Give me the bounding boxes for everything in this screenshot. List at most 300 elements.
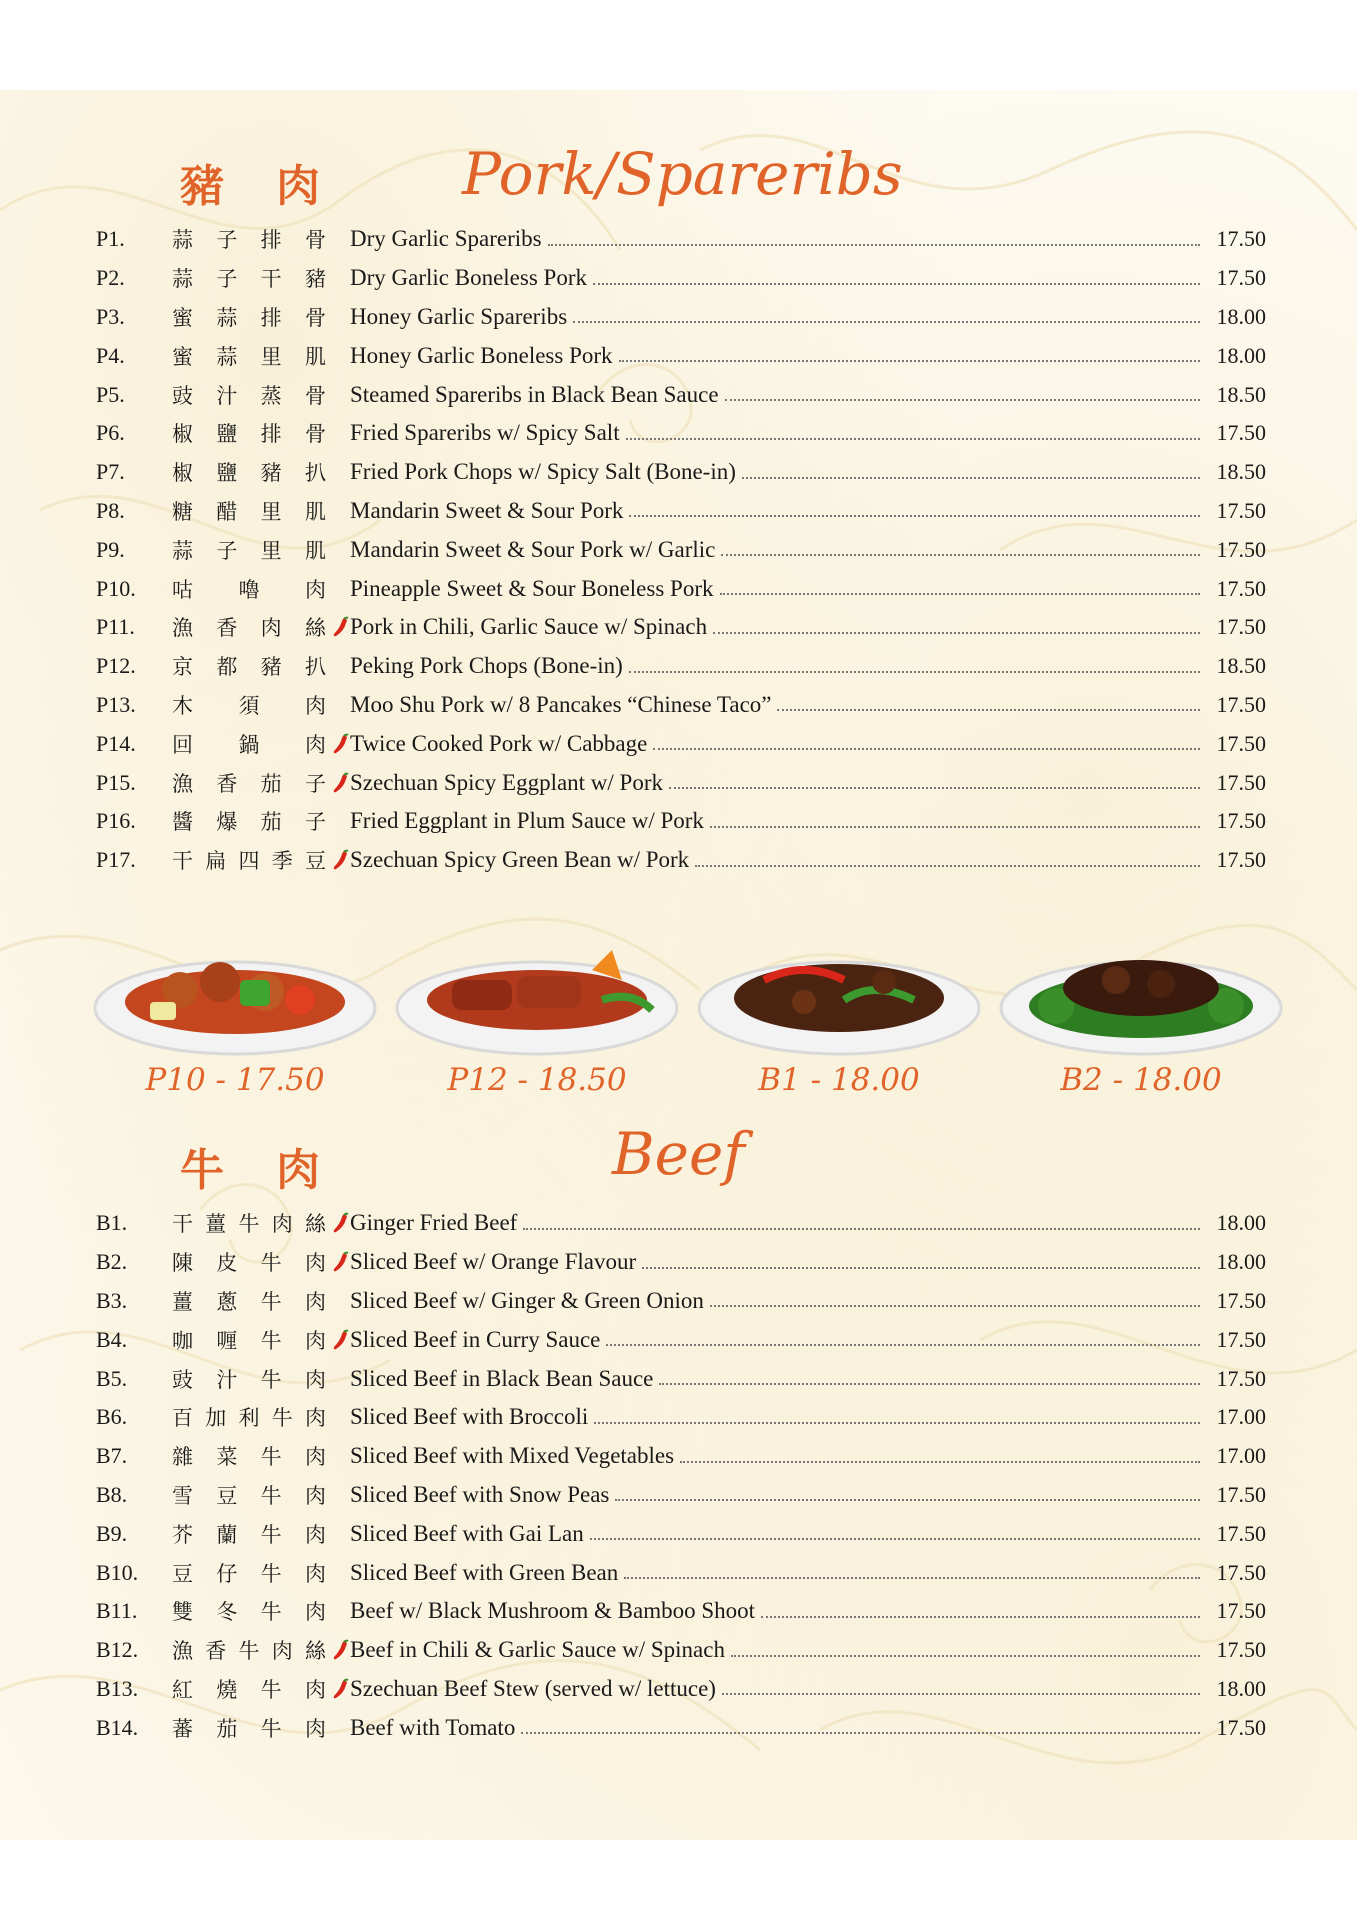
dot-leader [629,670,1200,673]
zh-char: 骨 [304,228,326,253]
item-code: B4. [96,1326,128,1352]
item-name: Sliced Beef w/ Ginger & Green Onion [350,1287,704,1313]
zh-char: 干 [172,849,193,874]
zh-char: 咖 [172,1328,193,1353]
item-name: Dry Garlic Boneless Pork [350,265,587,291]
item-price: 17.50 [1216,769,1266,795]
item-name: Sliced Beef w/ Orange Flavour [350,1249,637,1275]
zh-char: 薑 [205,1212,227,1237]
item-price: 17.50 [1216,808,1266,834]
pepper-placeholder [332,1483,350,1507]
pepper-placeholder [332,1716,350,1740]
item-price: 17.50 [1216,1714,1266,1740]
zh-char: 干 [172,1212,193,1237]
item-code: P3. [96,303,125,329]
item-code: B10. [96,1559,139,1585]
item-name: Sliced Beef with Green Bean [350,1559,619,1585]
photo-caption-p10: P10 - 17.50 [145,1062,325,1098]
zh-char: 肉 [304,1522,326,1547]
zh-char: 椒 [172,422,193,447]
item-chinese-name [172,1596,332,1626]
zh-char: 漁 [172,616,193,641]
item-chinese-name [172,574,332,604]
chili-pepper-icon [332,732,350,756]
item-price: 17.50 [1216,1598,1266,1624]
zh-char: 百 [172,1406,193,1431]
pork-title-en: Pork/Spareribs [462,140,903,208]
zh-char: 豉 [172,1367,193,1392]
item-chinese-name [172,729,332,759]
item-price: 17.50 [1216,691,1266,717]
item-chinese-name [172,612,332,642]
dot-leader [593,282,1200,285]
item-price: 18.50 [1216,381,1266,407]
dot-leader [721,553,1200,556]
item-name: Beef in Chili & Garlic Sauce w/ Spinach [350,1637,725,1663]
item-code: P2. [96,265,125,291]
pepper-placeholder [332,499,350,523]
item-name: Pineapple Sweet & Sour Boneless Pork [350,575,714,601]
item-code: P12. [96,653,136,679]
dot-leader [521,1731,1200,1734]
item-name: Sliced Beef with Gai Lan [350,1520,584,1546]
item-code: P5. [96,381,125,407]
zh-char: 豬 [260,461,282,486]
item-name: Twice Cooked Pork w/ Cabbage [350,730,648,756]
zh-char: 牛 [260,1483,282,1508]
chili-pepper-icon [332,1328,350,1352]
zh-char: 陳 [172,1251,193,1276]
menu-item [96,375,1266,414]
zh-char: 汁 [216,383,238,408]
zh-char: 醬 [172,810,193,835]
item-name: Sliced Beef in Curry Sauce [350,1326,601,1352]
dot-leader [680,1460,1200,1463]
item-name: Mandarin Sweet & Sour Pork w/ Garlic [350,536,716,562]
item-price: 17.00 [1216,1404,1266,1430]
menu-item [96,492,1266,531]
zh-char: 里 [260,499,282,524]
item-name: Peking Pork Chops (Bone-in) [350,653,623,679]
zh-char: 豬 [304,267,326,292]
item-chinese-name [172,768,332,798]
item-price: 17.50 [1216,847,1266,873]
item-code: B2. [96,1249,128,1275]
dot-leader [722,1692,1200,1695]
zh-char: 骨 [304,383,326,408]
menu-item [96,1204,1266,1243]
pepper-placeholder [332,1289,350,1313]
zh-char: 肉 [271,1212,293,1237]
zh-char: 肉 [305,1406,326,1431]
menu-item [96,724,1266,763]
item-name: Sliced Beef with Broccoli [350,1404,589,1430]
zh-char: 蒜 [216,305,238,330]
zh-char: 絲 [305,1639,326,1664]
item-code: P10. [96,575,136,601]
beef-section-header [0,1120,1357,1200]
item-price: 17.50 [1216,536,1266,562]
item-chinese-name [172,1713,332,1743]
zh-char: 子 [216,267,238,292]
zh-char: 蘭 [216,1522,238,1547]
dot-leader [642,1266,1200,1269]
pepper-placeholder [332,1522,350,1546]
item-price: 17.50 [1216,1365,1266,1391]
menu-item [96,841,1266,880]
item-price: 17.50 [1216,1559,1266,1585]
item-chinese-name [172,1441,332,1471]
zh-char: 肌 [304,344,326,369]
zh-char: 漁 [172,771,193,796]
photo-ginger-fried-beef [694,910,984,1060]
zh-char: 干 [260,267,282,292]
zh-char: 豆 [305,849,326,874]
menu-item [96,259,1266,298]
zh-char: 肉 [305,577,326,602]
dot-leader [761,1615,1200,1618]
menu-item [96,1670,1266,1709]
menu-item [96,608,1266,647]
item-chinese-name [172,690,332,720]
item-chinese-name [172,1325,332,1355]
zh-char: 回 [172,732,193,757]
zh-char: 香 [205,1639,227,1664]
item-chinese-name [172,496,332,526]
item-name: Fried Pork Chops w/ Spicy Salt (Bone-in) [350,459,736,485]
photo-caption-b2: B2 - 18.00 [1060,1062,1222,1098]
dot-leader [710,825,1200,828]
zh-char: 豬 [260,655,282,680]
zh-char: 里 [260,538,282,563]
chili-pepper-icon [332,1677,350,1701]
zh-char: 子 [216,228,238,253]
zh-char: 加 [205,1406,227,1431]
zh-char: 豉 [172,383,193,408]
pepper-placeholder [332,538,350,562]
item-price: 18.00 [1216,1249,1266,1275]
item-chinese-name [172,341,332,371]
menu-item [96,414,1266,453]
item-name: Beef with Tomato [350,1714,516,1740]
item-name: Mandarin Sweet & Sour Pork [350,497,624,523]
menu-item [96,1359,1266,1398]
zh-char: 蒸 [260,383,282,408]
item-chinese-name [172,302,332,332]
item-price: 17.50 [1216,1287,1266,1313]
zh-char: 汁 [216,1367,238,1392]
zh-char: 骨 [304,305,326,330]
dot-leader [713,631,1200,634]
item-code: P16. [96,808,136,834]
zh-char: 嚕 [238,577,260,602]
pepper-placeholder [332,383,350,407]
item-price: 17.50 [1216,614,1266,640]
zh-char: 排 [260,422,282,447]
item-chinese-name [172,1519,332,1549]
menu-item [96,220,1266,259]
item-chinese-name [172,845,332,875]
item-code: B12. [96,1637,139,1663]
zh-char: 絲 [305,1212,326,1237]
item-code: P4. [96,342,125,368]
zh-char: 扒 [304,461,326,486]
beef-menu-list [96,1204,1266,1747]
chili-pepper-icon [332,771,350,795]
zh-char: 肉 [304,1600,326,1625]
menu-item [96,686,1266,725]
zh-char: 牛 [260,1328,282,1353]
dot-leader [710,1304,1200,1307]
menu-item [96,336,1266,375]
dot-leader [615,1498,1200,1501]
zh-char: 肉 [305,693,326,718]
zh-char: 蒜 [216,344,238,369]
item-name: Pork in Chili, Garlic Sauce w/ Spinach [350,614,708,640]
item-code: P1. [96,226,125,252]
item-price: 18.00 [1216,342,1266,368]
zh-char: 茄 [216,1716,238,1741]
zh-char: 豆 [172,1561,193,1586]
item-code: P14. [96,730,136,756]
pepper-placeholder [332,344,350,368]
pepper-placeholder [332,1405,350,1429]
zh-char: 扁 [205,849,227,874]
zh-char: 燒 [216,1677,238,1702]
zh-char: 子 [216,538,238,563]
chili-pepper-icon [332,1638,350,1662]
menu-item [96,530,1266,569]
item-code: P6. [96,420,125,446]
zh-char: 雙 [172,1600,193,1625]
item-chinese-name [172,1402,332,1432]
zh-char: 骨 [304,422,326,447]
dot-leader [594,1421,1200,1424]
item-chinese-name [172,1208,332,1238]
item-code: B7. [96,1443,128,1469]
zh-char: 蔥 [216,1289,238,1314]
zh-char: 蒜 [172,228,193,253]
zh-char: 漁 [172,1639,193,1664]
zh-char: 芥 [172,1522,193,1547]
pepper-placeholder [332,460,350,484]
zh-char: 肉 [304,1251,326,1276]
item-price: 17.50 [1216,497,1266,523]
pepper-placeholder [332,305,350,329]
zh-char: 肉 [304,1483,326,1508]
zh-char: 肌 [304,499,326,524]
item-price: 17.50 [1216,265,1266,291]
zh-char: 季 [271,849,293,874]
item-chinese-name [172,418,332,448]
zh-char: 肉 [260,616,282,641]
menu-item [96,1514,1266,1553]
zh-char: 雜 [172,1445,193,1470]
chili-pepper-icon [332,848,350,872]
zh-char: 牛 [260,1251,282,1276]
dot-leader [669,786,1200,789]
item-name: Sliced Beef with Mixed Vegetables [350,1443,675,1469]
item-price: 17.50 [1216,1481,1266,1507]
pepper-placeholder [332,809,350,833]
item-chinese-name [172,224,332,254]
menu-item [96,1631,1266,1670]
zh-char: 鍋 [238,732,260,757]
zh-char: 蜜 [172,305,193,330]
zh-char: 都 [216,655,238,680]
zh-char: 肉 [304,1445,326,1470]
zh-char: 仔 [216,1561,238,1586]
item-chinese-name [172,1247,332,1277]
item-price: 18.00 [1216,303,1266,329]
pepper-placeholder [332,693,350,717]
zh-char: 肉 [304,1328,326,1353]
zh-char: 排 [260,305,282,330]
item-name: Fried Eggplant in Plum Sauce w/ Pork [350,808,704,834]
item-chinese-name [172,651,332,681]
item-price: 17.50 [1216,1520,1266,1546]
zh-char: 爆 [216,810,238,835]
zh-char: 牛 [260,1677,282,1702]
menu-item [96,1592,1266,1631]
dot-leader [629,514,1200,517]
menu-item [96,569,1266,608]
zh-char: 鹽 [216,461,238,486]
dot-leader [624,1576,1200,1579]
zh-char: 咕 [172,577,193,602]
pepper-placeholder [332,577,350,601]
zh-char: 冬 [216,1600,238,1625]
pepper-placeholder [332,266,350,290]
item-name: Dry Garlic Spareribs [350,226,542,252]
zh-char: 須 [238,693,260,718]
dish-photos [80,910,1280,1110]
item-chinese-name [172,457,332,487]
item-code: P11. [96,614,135,640]
pork-menu-list [96,220,1266,880]
zh-char: 蒜 [172,267,193,292]
item-code: B9. [96,1520,128,1546]
dot-leader [606,1343,1200,1346]
zh-char: 椒 [172,461,193,486]
chili-pepper-icon [332,615,350,639]
zh-char: 肉 [271,1639,293,1664]
item-name: Fried Spareribs w/ Spicy Salt [350,420,620,446]
zh-char: 肉 [304,1289,326,1314]
item-code: B5. [96,1365,128,1391]
item-name: Szechuan Spicy Green Bean w/ Pork [350,847,690,873]
menu-item [96,647,1266,686]
item-code: P13. [96,691,136,717]
item-chinese-name [172,1635,332,1665]
zh-char: 里 [260,344,282,369]
menu-item [96,763,1266,802]
zh-char: 薑 [172,1289,193,1314]
item-code: P8. [96,497,125,523]
beef-title-en: Beef [612,1120,745,1188]
item-code: B3. [96,1287,128,1313]
item-price: 17.50 [1216,420,1266,446]
photo-caption-p12: P12 - 18.50 [447,1062,627,1098]
menu-item [96,453,1266,492]
zh-char: 牛 [260,1600,282,1625]
dot-leader [653,747,1200,750]
item-chinese-name [172,263,332,293]
pepper-placeholder [332,1367,350,1391]
item-name: Honey Garlic Boneless Pork [350,342,613,368]
dot-leader [573,320,1200,323]
item-code: B1. [96,1210,128,1236]
item-chinese-name [172,1286,332,1316]
dot-leader [742,476,1200,479]
menu-item [96,1320,1266,1359]
beef-title-zh: 牛肉 [180,1145,372,1196]
chili-pepper-icon [332,1211,350,1235]
zh-char: 豆 [216,1483,238,1508]
zh-char: 肉 [305,732,326,757]
item-price: 17.50 [1216,575,1266,601]
zh-char: 牛 [238,1212,260,1237]
zh-char: 肉 [304,1561,326,1586]
zh-char: 排 [260,228,282,253]
item-chinese-name [172,380,332,410]
item-price: 17.50 [1216,1637,1266,1663]
menu-item [96,298,1266,337]
item-code: P9. [96,536,125,562]
zh-char: 皮 [216,1251,238,1276]
zh-char: 子 [304,771,326,796]
zh-char: 香 [216,771,238,796]
dot-leader [720,592,1201,595]
zh-char: 肉 [304,1716,326,1741]
pepper-placeholder [332,421,350,445]
item-name: Sliced Beef in Black Bean Sauce [350,1365,654,1391]
item-price: 18.00 [1216,1210,1266,1236]
menu-item [96,1398,1266,1437]
item-chinese-name [172,1364,332,1394]
item-name: Szechuan Beef Stew (served w/ lettuce) [350,1675,716,1701]
item-code: B13. [96,1675,139,1701]
zh-char: 牛 [260,1367,282,1392]
dot-leader [590,1537,1200,1540]
dot-leader [523,1227,1200,1230]
zh-char: 肌 [304,538,326,563]
dot-leader [695,864,1200,867]
zh-char: 牛 [260,1522,282,1547]
zh-char: 絲 [304,616,326,641]
menu-item [96,1708,1266,1747]
zh-char: 扒 [304,655,326,680]
item-name: Beef w/ Black Mushroom & Bamboo Shoot [350,1598,756,1624]
zh-char: 蜜 [172,344,193,369]
zh-char: 子 [304,810,326,835]
item-name: Ginger Fried Beef [350,1210,518,1236]
item-name: Honey Garlic Spareribs [350,303,568,329]
item-chinese-name [172,1674,332,1704]
item-code: P7. [96,459,125,485]
zh-char: 鹽 [216,422,238,447]
menu-item [96,1553,1266,1592]
item-name: Moo Shu Pork w/ 8 Pancakes “Chinese Taco” [350,691,772,717]
menu-item [96,1476,1266,1515]
chili-pepper-icon [332,1250,350,1274]
zh-char: 喱 [216,1328,238,1353]
zh-char: 牛 [271,1406,293,1431]
menu-item [96,1243,1266,1282]
item-price: 17.50 [1216,226,1266,252]
pepper-placeholder [332,227,350,251]
pork-section-header [0,140,1357,220]
